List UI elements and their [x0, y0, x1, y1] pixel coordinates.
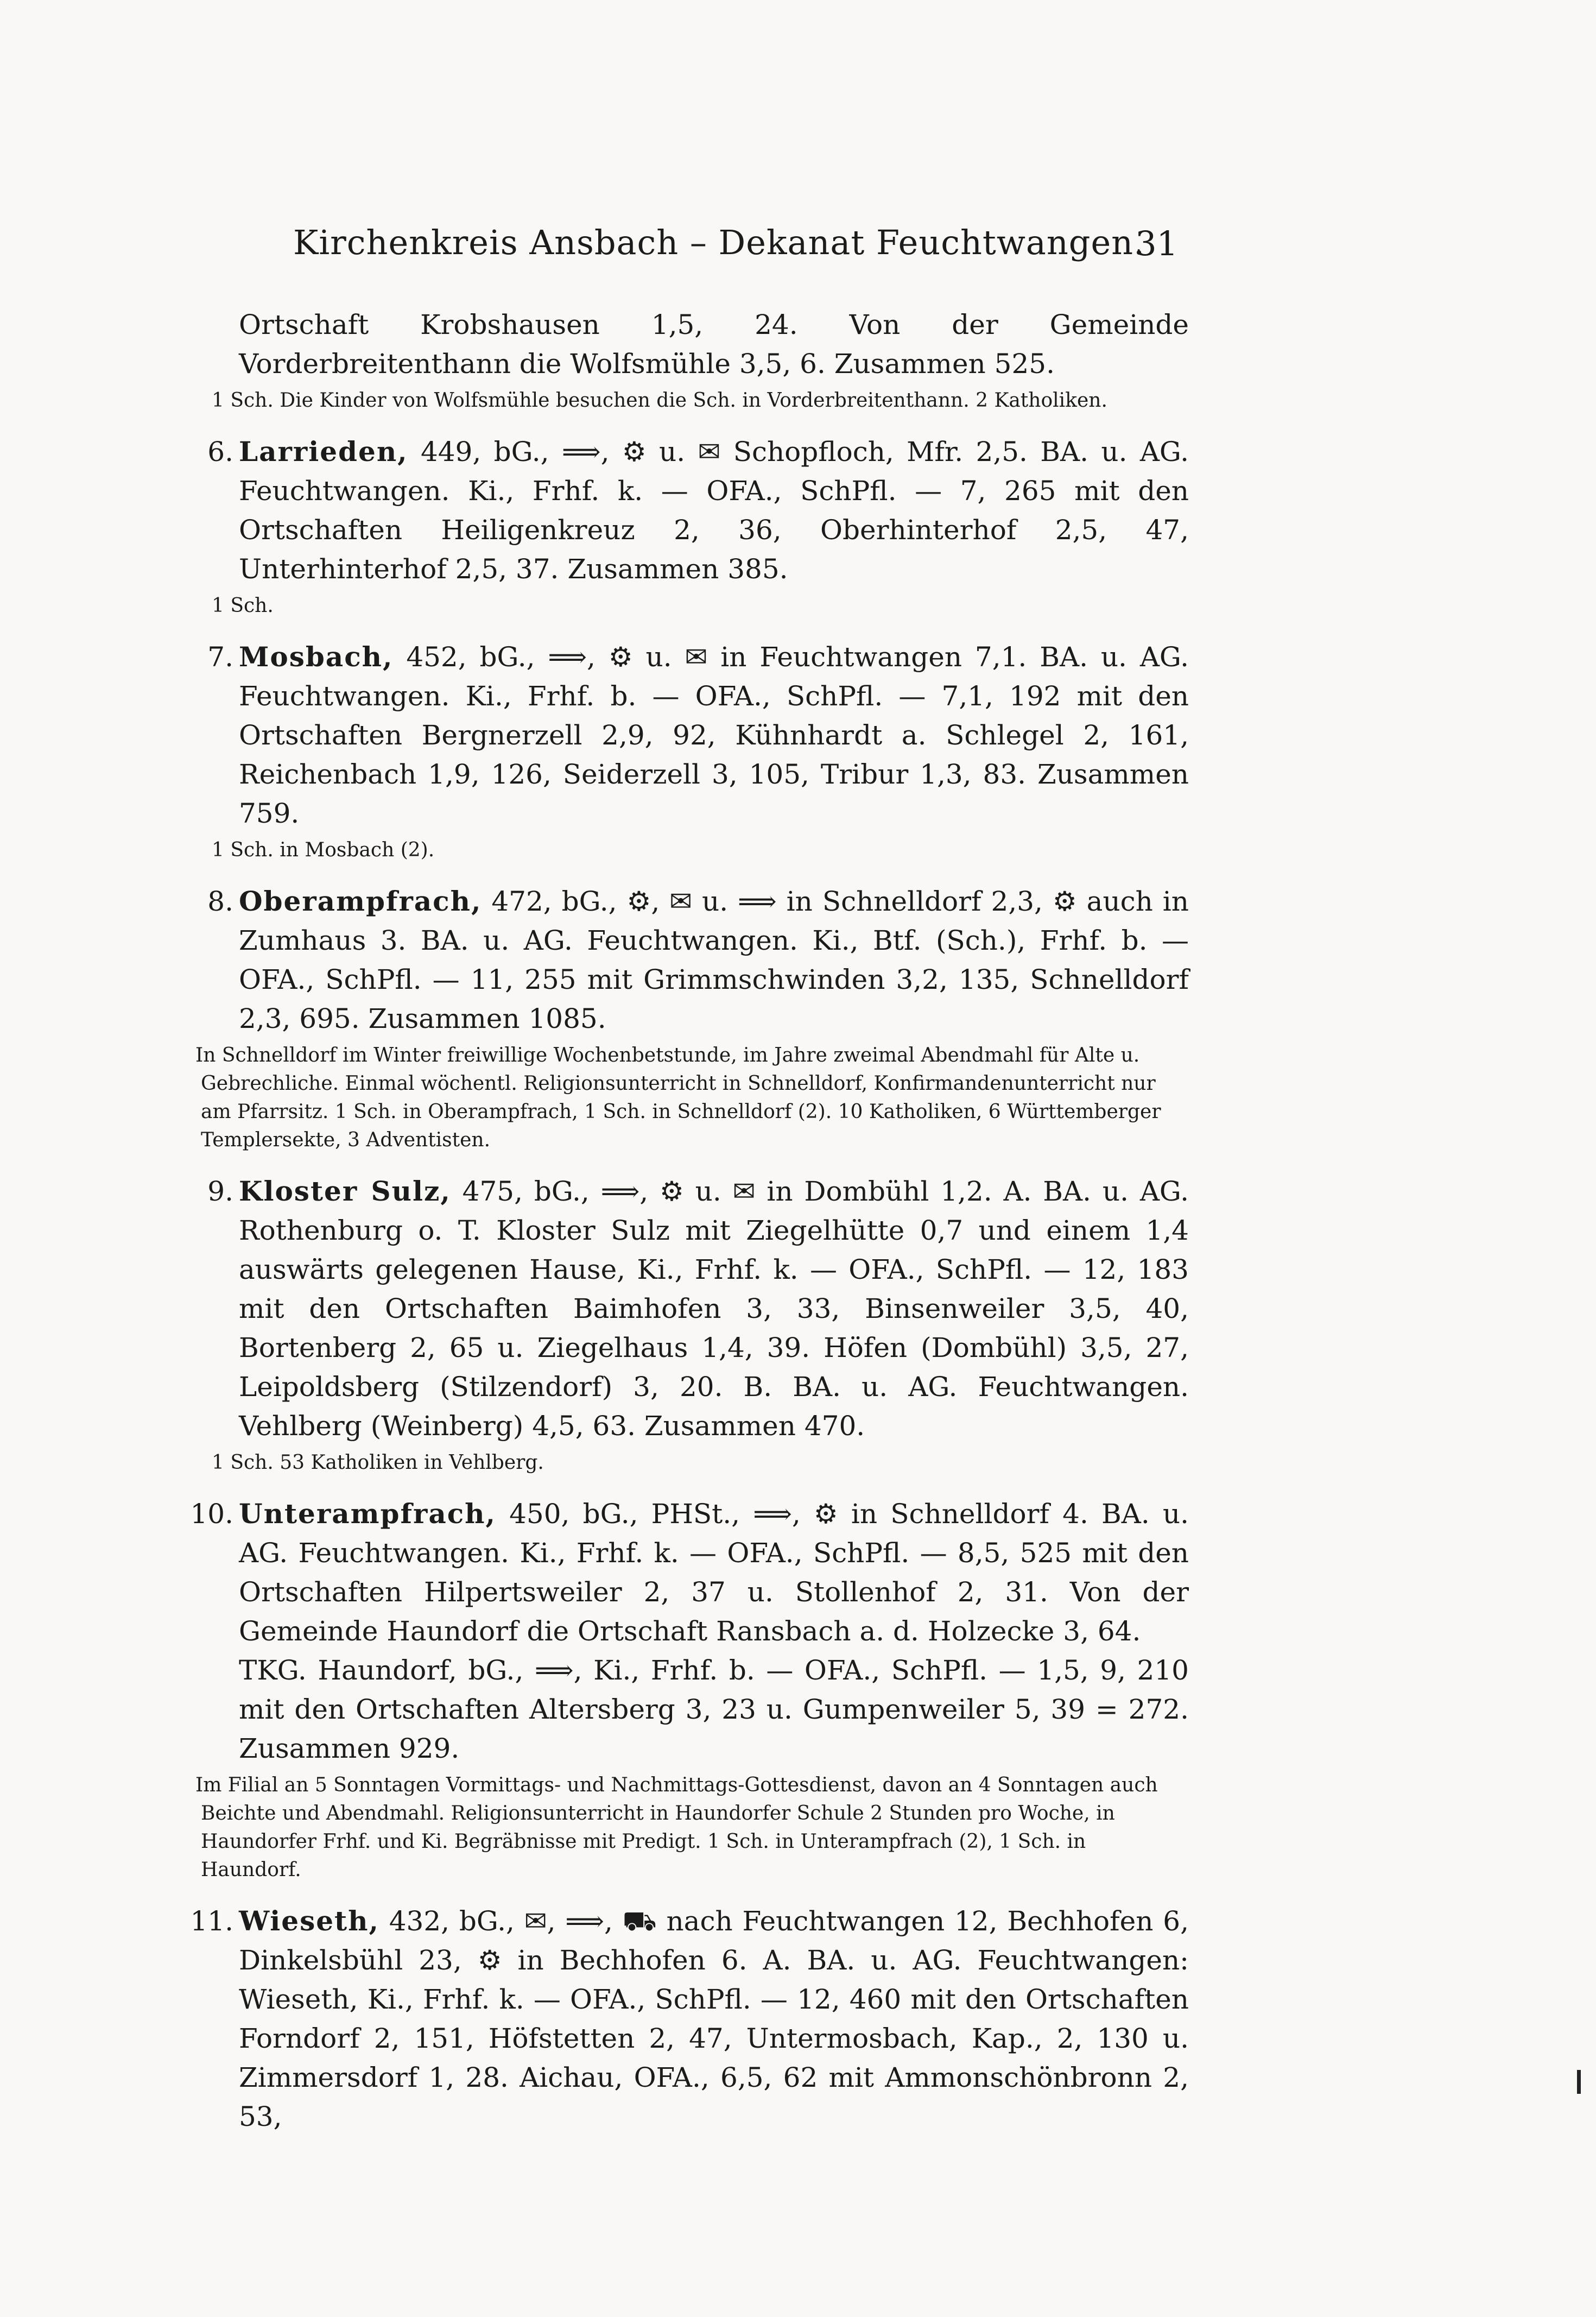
entry-number: 7.: [207, 641, 233, 673]
entry-number: 10.: [190, 1498, 233, 1530]
entry-text: 475, bG., ⟹, ⚙ u. ✉ in Dombühl 1,2. A. BA. u. AG. Rothenburg o. T. Kloster Sulz mit Ziegelhütte 0,7 und einem 1,4 auswärts gelegenen Hause, Ki., Frhf. k. — OFA., SchPfl. — 12, 183 mit den Ortschaften Baimhofen 3, 33, Binsenweiler 3,5, 40, Bortenberg 2, 65 u. Ziegelhaus 1,4, 39. Höfen (Dombühl) 3,5, 27, Leipoldsberg (Stilzendorf) 3, 20. B. BA. u. AG. Feuchtwangen. Vehlberg (Weinberg) 4,5, 63. Zusammen 470.: [239, 1176, 1189, 1442]
entry-text: 432, bG., ✉, ⟹, ⛟ nach Feuchtwangen 12, Bechhofen 6, Dinkelsbühl 23, ⚙ in Bechhofen 6. A. BA. u. AG. Feuchtwangen: Wieseth, Ki., Frhf. k. — OFA., SchPfl. — 12, 460 mit den Ortschaften Forndorf 2, 151, Höfstetten 2, 47, Untermosbach, Kap., 2, 130 u. Zimmersdorf 1, 28. Aichau, OFA., 6,5, 62 mit Ammonschönbronn 2, 53,: [239, 1905, 1189, 2132]
page-number: 31: [1135, 224, 1178, 263]
entry-number: 9.: [207, 1176, 233, 1207]
entry-note: Im Filial an 5 Sonntagen Vormittags- und Nachmittags-Gottesdienst, davon an 4 Sonntagen auch Beichte und Abendmahl. Religionsunterricht in Haundorfer Schule 2 Stunden pro Woche, in Haundorfer Frhf. und Ki. Begräbnisse mit Predigt. 1 Sch. in Unterampfrach (2), 1 Sch. in Haundorf.: [195, 1774, 1158, 1881]
entry-note: In Schnelldorf im Winter freiwillige Wochenbetstunde, im Jahre zweimal Abendmahl für Alte u. Gebrechliche. Einmal wöchentl. Religionsunterricht in Schnelldorf, Konfirmandenunterricht nur am Pfarrsitz. 1 Sch. in Oberampfrach, 1 Sch. in Schnelldorf (2). 10 Katholiken, 6 Württemberger Templersekte, 3 Adventisten.: [195, 1044, 1161, 1151]
entry-text: 472, bG., ⚙, ✉ u. ⟹ in Schnelldorf 2,3, ⚙ auch in Zumhaus 3. BA. u. AG. Feuchtwangen. Ki., Btf. (Sch.), Frhf. b. — OFA., SchPfl. — 11, 255 mit Grimmschwinden 3,2, 135, Schnelldorf 2,3, 695. Zusammen 1085.: [239, 886, 1189, 1034]
entry-number: 6.: [207, 436, 233, 468]
entry-10: [179, 1494, 1189, 1884]
entry-8: [179, 882, 1189, 1154]
place-name: Mosbach,: [239, 641, 394, 673]
filial-text: TKG. Haundorf, bG., ⟹, Ki., Frhf. b. — OFA., SchPfl. — 1,5, 9, 210 mit den Ortschaften Altersberg 3, 23 u. Gumpenweiler 5, 39 = 272. Zusammen 929.: [239, 1655, 1189, 1764]
entry-text: 449, bG., ⟹, ⚙ u. ✉ Schopfloch, Mfr. 2,5. BA. u. AG. Feuchtwangen. Ki., Frhf. k. — OFA., SchPfl. — 7, 265 mit den Ortschaften Heiligenkreuz 2, 36, Oberhinterhof 2,5, 47, Unterhinterhof 2,5, 37. Zusammen 385.: [239, 436, 1189, 585]
intro-note: 1 Sch. Die Kinder von Wolfsmühle besuchen die Sch. in Vorderbreitenthann. 2 Katholiken.: [212, 389, 1107, 412]
entry-11: [179, 1902, 1189, 2136]
place-name: Wieseth,: [239, 1905, 379, 1937]
entry-6: [179, 432, 1189, 620]
entry-text: 450, bG., PHSt., ⟹, ⚙ in Schnelldorf 4. BA. u. AG. Feuchtwangen. Ki., Frhf. k. — OFA., SchPfl. — 8,5, 525 mit den Ortschaften Hilpertsweiler 2, 37 u. Stollenhof 2, 31. Von der Gemeinde Haundorf die Ortschaft Ransbach a. d. Holzecke 3, 64.: [239, 1498, 1189, 1647]
page-header: [179, 217, 1189, 278]
scan-margin-mark: [1577, 2070, 1581, 2094]
entry-9: [179, 1172, 1189, 1477]
page-title: Kirchenkreis Ansbach – Dekanat Feuchtwangen.: [293, 223, 1145, 262]
entry-number: 11.: [190, 1905, 233, 1937]
place-name: Larrieden,: [239, 435, 408, 468]
entry-note: 1 Sch.: [212, 595, 274, 617]
intro-paragraph: Ortschaft Krobshausen 1,5, 24. Von der Gemeinde Vorderbreitenthann die Wolfsmühle 3,5, 6. Zusammen 525.: [239, 309, 1189, 380]
entry-note: 1 Sch. 53 Katholiken in Vehlberg.: [212, 1451, 544, 1474]
place-name: Unterampfrach,: [239, 1498, 496, 1530]
entry-text: 452, bG., ⟹, ⚙ u. ✉ in Feuchtwangen 7,1. BA. u. AG. Feuchtwangen. Ki., Frhf. b. — OFA., SchPfl. — 7,1, 192 mit den Ortschaften Bergnerzell 2,9, 92, Kühnhardt a. Schlegel 2, 161, Reichenbach 1,9, 126, Seiderzell 3, 105, Tribur 1,3, 83. Zusammen 759.: [239, 641, 1189, 829]
entry-number: 8.: [207, 886, 233, 917]
place-name: Oberampfrach,: [239, 885, 482, 917]
place-name: Kloster Sulz,: [239, 1175, 451, 1207]
document-page: [179, 217, 1189, 2136]
entry-7: [179, 637, 1189, 864]
entry-note: 1 Sch. in Mosbach (2).: [212, 839, 435, 861]
